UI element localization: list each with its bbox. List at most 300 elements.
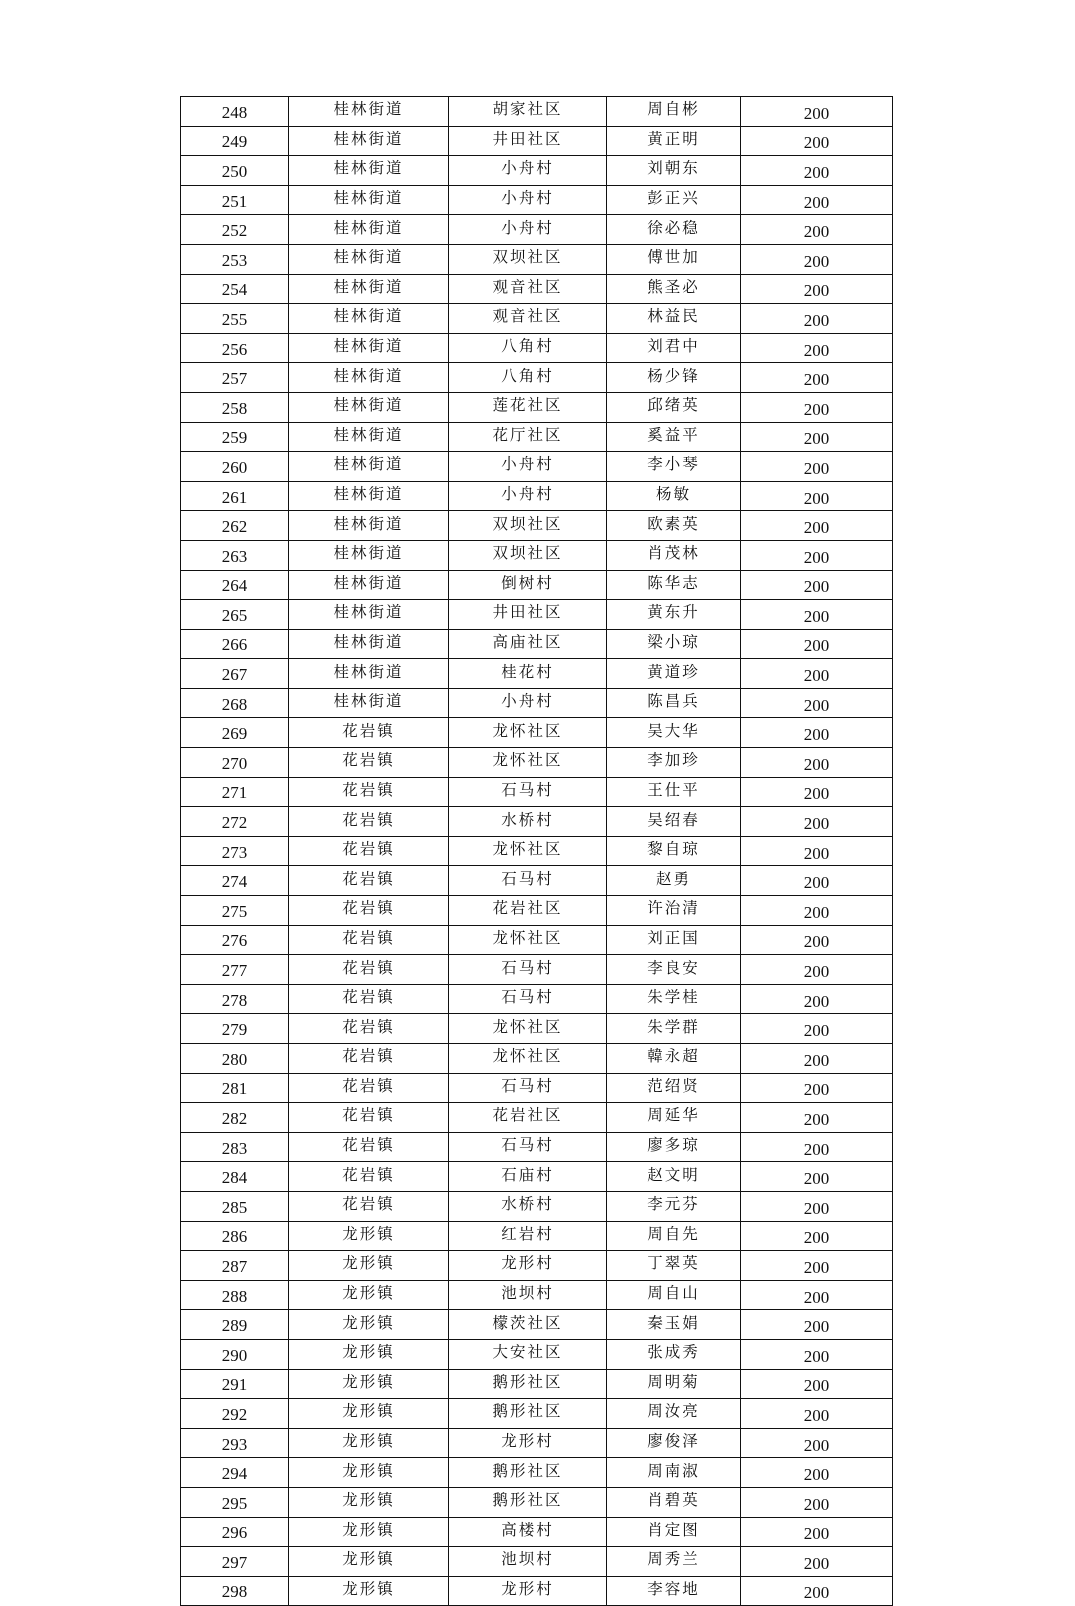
town-cell: 桂林街道 <box>289 570 449 600</box>
town-cell: 龙形镇 <box>289 1221 449 1251</box>
village-cell: 倒树村 <box>449 570 607 600</box>
name-cell: 许治清 <box>607 896 741 926</box>
amount-cell: 200 <box>741 1458 893 1488</box>
village-cell: 水桥村 <box>449 1191 607 1221</box>
town-cell: 桂林街道 <box>289 215 449 245</box>
town-cell: 桂林街道 <box>289 688 449 718</box>
table-row <box>181 866 893 896</box>
serial-number-cell: 252 <box>181 215 289 245</box>
town-cell: 龙形镇 <box>289 1339 449 1369</box>
serial-number-cell: 290 <box>181 1339 289 1369</box>
town-cell: 龙形镇 <box>289 1428 449 1458</box>
amount-cell: 200 <box>741 1103 893 1133</box>
table-row <box>181 333 893 363</box>
table-row <box>181 126 893 156</box>
village-cell: 双坝社区 <box>449 511 607 541</box>
name-cell: 黄道珍 <box>607 659 741 689</box>
name-cell: 廖多琼 <box>607 1132 741 1162</box>
name-cell: 李元芬 <box>607 1191 741 1221</box>
town-cell: 花岩镇 <box>289 1132 449 1162</box>
village-cell: 井田社区 <box>449 126 607 156</box>
name-cell: 李加珍 <box>607 748 741 778</box>
amount-cell: 200 <box>741 452 893 482</box>
name-cell: 廖俊泽 <box>607 1428 741 1458</box>
village-cell: 小舟村 <box>449 215 607 245</box>
serial-number-cell: 276 <box>181 925 289 955</box>
town-cell: 花岩镇 <box>289 955 449 985</box>
town-cell: 花岩镇 <box>289 1162 449 1192</box>
village-cell: 龙形村 <box>449 1428 607 1458</box>
town-cell: 花岩镇 <box>289 866 449 896</box>
village-cell: 井田社区 <box>449 600 607 630</box>
name-cell: 肖茂林 <box>607 540 741 570</box>
recipient-table-body <box>181 97 893 1606</box>
village-cell: 龙怀社区 <box>449 1044 607 1074</box>
amount-cell: 200 <box>741 1547 893 1577</box>
table-row <box>181 363 893 393</box>
village-cell: 红岩村 <box>449 1221 607 1251</box>
amount-cell: 200 <box>741 1221 893 1251</box>
town-cell: 花岩镇 <box>289 925 449 955</box>
village-cell: 石马村 <box>449 955 607 985</box>
amount-cell: 200 <box>741 570 893 600</box>
town-cell: 龙形镇 <box>289 1547 449 1577</box>
town-cell: 花岩镇 <box>289 718 449 748</box>
name-cell: 杨少锋 <box>607 363 741 393</box>
name-cell: 黄正明 <box>607 126 741 156</box>
village-cell: 石马村 <box>449 866 607 896</box>
table-row <box>181 1576 893 1606</box>
town-cell: 花岩镇 <box>289 836 449 866</box>
serial-number-cell: 284 <box>181 1162 289 1192</box>
name-cell: 林益民 <box>607 304 741 334</box>
serial-number-cell: 253 <box>181 244 289 274</box>
table-row <box>181 1517 893 1547</box>
village-cell: 龙怀社区 <box>449 748 607 778</box>
name-cell: 黎自琼 <box>607 836 741 866</box>
town-cell: 花岩镇 <box>289 1191 449 1221</box>
name-cell: 李小琴 <box>607 452 741 482</box>
town-cell: 龙形镇 <box>289 1280 449 1310</box>
name-cell: 肖定图 <box>607 1517 741 1547</box>
table-row <box>181 244 893 274</box>
village-cell: 龙怀社区 <box>449 1014 607 1044</box>
name-cell: 彭正兴 <box>607 185 741 215</box>
name-cell: 周延华 <box>607 1103 741 1133</box>
town-cell: 桂林街道 <box>289 452 449 482</box>
amount-cell: 200 <box>741 392 893 422</box>
serial-number-cell: 267 <box>181 659 289 689</box>
table-row <box>181 452 893 482</box>
village-cell: 龙形村 <box>449 1251 607 1281</box>
village-cell: 檬茨社区 <box>449 1310 607 1340</box>
table-row <box>181 984 893 1014</box>
village-cell: 池坝村 <box>449 1547 607 1577</box>
name-cell: 熊圣必 <box>607 274 741 304</box>
village-cell: 龙怀社区 <box>449 718 607 748</box>
town-cell: 桂林街道 <box>289 97 449 127</box>
table-row <box>181 97 893 127</box>
town-cell: 桂林街道 <box>289 540 449 570</box>
table-row <box>181 629 893 659</box>
table-row <box>181 836 893 866</box>
town-cell: 桂林街道 <box>289 392 449 422</box>
amount-cell: 200 <box>741 481 893 511</box>
town-cell: 龙形镇 <box>289 1576 449 1606</box>
amount-cell: 200 <box>741 866 893 896</box>
town-cell: 桂林街道 <box>289 156 449 186</box>
serial-number-cell: 278 <box>181 984 289 1014</box>
table-row <box>181 1458 893 1488</box>
table-row <box>181 1487 893 1517</box>
serial-number-cell: 265 <box>181 600 289 630</box>
serial-number-cell: 298 <box>181 1576 289 1606</box>
amount-cell: 200 <box>741 718 893 748</box>
serial-number-cell: 250 <box>181 156 289 186</box>
name-cell: 吴绍春 <box>607 807 741 837</box>
amount-cell: 200 <box>741 244 893 274</box>
serial-number-cell: 286 <box>181 1221 289 1251</box>
amount-cell: 200 <box>741 688 893 718</box>
serial-number-cell: 281 <box>181 1073 289 1103</box>
amount-cell: 200 <box>741 1310 893 1340</box>
amount-cell: 200 <box>741 274 893 304</box>
table-row <box>181 600 893 630</box>
village-cell: 石马村 <box>449 1132 607 1162</box>
serial-number-cell: 256 <box>181 333 289 363</box>
table-row <box>181 1044 893 1074</box>
village-cell: 花厅社区 <box>449 422 607 452</box>
serial-number-cell: 264 <box>181 570 289 600</box>
village-cell: 鹅形社区 <box>449 1369 607 1399</box>
village-cell: 花岩社区 <box>449 1103 607 1133</box>
amount-cell: 200 <box>741 185 893 215</box>
table-row <box>181 1339 893 1369</box>
name-cell: 赵勇 <box>607 866 741 896</box>
village-cell: 高庙社区 <box>449 629 607 659</box>
serial-number-cell: 254 <box>181 274 289 304</box>
amount-cell: 200 <box>741 1132 893 1162</box>
table-row <box>181 748 893 778</box>
amount-cell: 200 <box>741 422 893 452</box>
name-cell: 王仕平 <box>607 777 741 807</box>
table-row <box>181 1310 893 1340</box>
table-row <box>181 1191 893 1221</box>
town-cell: 桂林街道 <box>289 511 449 541</box>
serial-number-cell: 263 <box>181 540 289 570</box>
amount-cell: 200 <box>741 1517 893 1547</box>
village-cell: 观音社区 <box>449 274 607 304</box>
amount-cell: 200 <box>741 1162 893 1192</box>
town-cell: 桂林街道 <box>289 333 449 363</box>
name-cell: 范绍贤 <box>607 1073 741 1103</box>
serial-number-cell: 293 <box>181 1428 289 1458</box>
table-row <box>181 718 893 748</box>
village-cell: 龙怀社区 <box>449 836 607 866</box>
table-row <box>181 807 893 837</box>
amount-cell: 200 <box>741 1280 893 1310</box>
table-row <box>181 1103 893 1133</box>
town-cell: 龙形镇 <box>289 1251 449 1281</box>
village-cell: 龙怀社区 <box>449 925 607 955</box>
town-cell: 桂林街道 <box>289 244 449 274</box>
table-row <box>181 422 893 452</box>
serial-number-cell: 294 <box>181 1458 289 1488</box>
town-cell: 桂林街道 <box>289 185 449 215</box>
serial-number-cell: 283 <box>181 1132 289 1162</box>
amount-cell: 200 <box>741 363 893 393</box>
amount-cell: 200 <box>741 1191 893 1221</box>
table-row <box>181 511 893 541</box>
town-cell: 花岩镇 <box>289 807 449 837</box>
town-cell: 桂林街道 <box>289 274 449 304</box>
amount-cell: 200 <box>741 1073 893 1103</box>
village-cell: 胡家社区 <box>449 97 607 127</box>
table-row <box>181 1221 893 1251</box>
table-row <box>181 1073 893 1103</box>
village-cell: 桂花村 <box>449 659 607 689</box>
name-cell: 张成秀 <box>607 1339 741 1369</box>
table-row <box>181 1428 893 1458</box>
town-cell: 龙形镇 <box>289 1487 449 1517</box>
serial-number-cell: 272 <box>181 807 289 837</box>
town-cell: 花岩镇 <box>289 1044 449 1074</box>
name-cell: 周汝亮 <box>607 1399 741 1429</box>
table-row <box>181 1162 893 1192</box>
serial-number-cell: 274 <box>181 866 289 896</box>
village-cell: 八角村 <box>449 333 607 363</box>
village-cell: 莲花社区 <box>449 392 607 422</box>
serial-number-cell: 280 <box>181 1044 289 1074</box>
table-row <box>181 304 893 334</box>
name-cell: 刘朝东 <box>607 156 741 186</box>
table-row <box>181 955 893 985</box>
amount-cell: 200 <box>741 1044 893 1074</box>
amount-cell: 200 <box>741 836 893 866</box>
serial-number-cell: 268 <box>181 688 289 718</box>
serial-number-cell: 258 <box>181 392 289 422</box>
name-cell: 欧素英 <box>607 511 741 541</box>
town-cell: 花岩镇 <box>289 1073 449 1103</box>
village-cell: 龙形村 <box>449 1576 607 1606</box>
town-cell: 花岩镇 <box>289 896 449 926</box>
village-cell: 高楼村 <box>449 1517 607 1547</box>
village-cell: 石马村 <box>449 984 607 1014</box>
table-row <box>181 1280 893 1310</box>
town-cell: 桂林街道 <box>289 304 449 334</box>
town-cell: 花岩镇 <box>289 777 449 807</box>
amount-cell: 200 <box>741 97 893 127</box>
name-cell: 刘君中 <box>607 333 741 363</box>
town-cell: 桂林街道 <box>289 659 449 689</box>
amount-cell: 200 <box>741 304 893 334</box>
town-cell: 花岩镇 <box>289 748 449 778</box>
name-cell: 周自先 <box>607 1221 741 1251</box>
amount-cell: 200 <box>741 748 893 778</box>
amount-cell: 200 <box>741 629 893 659</box>
name-cell: 赵文明 <box>607 1162 741 1192</box>
amount-cell: 200 <box>741 955 893 985</box>
table-row <box>181 392 893 422</box>
serial-number-cell: 251 <box>181 185 289 215</box>
amount-cell: 200 <box>741 1369 893 1399</box>
serial-number-cell: 271 <box>181 777 289 807</box>
name-cell: 李良安 <box>607 955 741 985</box>
name-cell: 周南淑 <box>607 1458 741 1488</box>
town-cell: 花岩镇 <box>289 1014 449 1044</box>
serial-number-cell: 289 <box>181 1310 289 1340</box>
amount-cell: 200 <box>741 333 893 363</box>
table-row <box>181 1399 893 1429</box>
serial-number-cell: 295 <box>181 1487 289 1517</box>
name-cell: 周自山 <box>607 1280 741 1310</box>
village-cell: 小舟村 <box>449 185 607 215</box>
serial-number-cell: 291 <box>181 1369 289 1399</box>
recipient-table <box>180 96 893 1606</box>
village-cell: 双坝社区 <box>449 540 607 570</box>
name-cell: 奚益平 <box>607 422 741 452</box>
name-cell: 朱学桂 <box>607 984 741 1014</box>
village-cell: 大安社区 <box>449 1339 607 1369</box>
town-cell: 龙形镇 <box>289 1369 449 1399</box>
town-cell: 花岩镇 <box>289 1103 449 1133</box>
amount-cell: 200 <box>741 925 893 955</box>
serial-number-cell: 277 <box>181 955 289 985</box>
table-row <box>181 659 893 689</box>
village-cell: 鹅形社区 <box>449 1487 607 1517</box>
name-cell: 杨敏 <box>607 481 741 511</box>
amount-cell: 200 <box>741 896 893 926</box>
table-row <box>181 481 893 511</box>
name-cell: 丁翠英 <box>607 1251 741 1281</box>
village-cell: 双坝社区 <box>449 244 607 274</box>
village-cell: 小舟村 <box>449 452 607 482</box>
name-cell: 徐必稳 <box>607 215 741 245</box>
name-cell: 陈昌兵 <box>607 688 741 718</box>
amount-cell: 200 <box>741 540 893 570</box>
name-cell: 刘正国 <box>607 925 741 955</box>
village-cell: 小舟村 <box>449 156 607 186</box>
amount-cell: 200 <box>741 807 893 837</box>
table-row <box>181 896 893 926</box>
village-cell: 石马村 <box>449 1073 607 1103</box>
serial-number-cell: 255 <box>181 304 289 334</box>
table-row <box>181 925 893 955</box>
village-cell: 八角村 <box>449 363 607 393</box>
amount-cell: 200 <box>741 659 893 689</box>
town-cell: 桂林街道 <box>289 363 449 393</box>
name-cell: 梁小琼 <box>607 629 741 659</box>
name-cell: 吴大华 <box>607 718 741 748</box>
village-cell: 池坝村 <box>449 1280 607 1310</box>
serial-number-cell: 270 <box>181 748 289 778</box>
table-row <box>181 570 893 600</box>
amount-cell: 200 <box>741 1399 893 1429</box>
table-row <box>181 1251 893 1281</box>
table-row <box>181 540 893 570</box>
amount-cell: 200 <box>741 1014 893 1044</box>
town-cell: 桂林街道 <box>289 629 449 659</box>
name-cell: 傅世加 <box>607 244 741 274</box>
amount-cell: 200 <box>741 1487 893 1517</box>
village-cell: 观音社区 <box>449 304 607 334</box>
amount-cell: 200 <box>741 1339 893 1369</box>
table-row <box>181 1547 893 1577</box>
name-cell: 韓永超 <box>607 1044 741 1074</box>
serial-number-cell: 297 <box>181 1547 289 1577</box>
serial-number-cell: 262 <box>181 511 289 541</box>
village-cell: 鹅形社区 <box>449 1399 607 1429</box>
serial-number-cell: 288 <box>181 1280 289 1310</box>
serial-number-cell: 266 <box>181 629 289 659</box>
serial-number-cell: 285 <box>181 1191 289 1221</box>
name-cell: 李容地 <box>607 1576 741 1606</box>
serial-number-cell: 257 <box>181 363 289 393</box>
amount-cell: 200 <box>741 1576 893 1606</box>
amount-cell: 200 <box>741 1251 893 1281</box>
town-cell: 龙形镇 <box>289 1310 449 1340</box>
name-cell: 陈华志 <box>607 570 741 600</box>
serial-number-cell: 249 <box>181 126 289 156</box>
name-cell: 周明菊 <box>607 1369 741 1399</box>
serial-number-cell: 273 <box>181 836 289 866</box>
town-cell: 桂林街道 <box>289 481 449 511</box>
amount-cell: 200 <box>741 156 893 186</box>
serial-number-cell: 259 <box>181 422 289 452</box>
village-cell: 石庙村 <box>449 1162 607 1192</box>
name-cell: 秦玉娟 <box>607 1310 741 1340</box>
serial-number-cell: 269 <box>181 718 289 748</box>
serial-number-cell: 275 <box>181 896 289 926</box>
town-cell: 桂林街道 <box>289 422 449 452</box>
table-row <box>181 777 893 807</box>
amount-cell: 200 <box>741 511 893 541</box>
table-row <box>181 215 893 245</box>
amount-cell: 200 <box>741 777 893 807</box>
town-cell: 龙形镇 <box>289 1517 449 1547</box>
name-cell: 邱绪英 <box>607 392 741 422</box>
village-cell: 小舟村 <box>449 688 607 718</box>
serial-number-cell: 296 <box>181 1517 289 1547</box>
serial-number-cell: 282 <box>181 1103 289 1133</box>
table-row <box>181 688 893 718</box>
serial-number-cell: 287 <box>181 1251 289 1281</box>
amount-cell: 200 <box>741 215 893 245</box>
amount-cell: 200 <box>741 600 893 630</box>
name-cell: 朱学群 <box>607 1014 741 1044</box>
serial-number-cell: 261 <box>181 481 289 511</box>
town-cell: 桂林街道 <box>289 600 449 630</box>
serial-number-cell: 260 <box>181 452 289 482</box>
town-cell: 花岩镇 <box>289 984 449 1014</box>
town-cell: 龙形镇 <box>289 1399 449 1429</box>
table-row <box>181 185 893 215</box>
table-row <box>181 156 893 186</box>
name-cell: 周秀兰 <box>607 1547 741 1577</box>
village-cell: 石马村 <box>449 777 607 807</box>
town-cell: 龙形镇 <box>289 1458 449 1488</box>
table-row <box>181 1369 893 1399</box>
serial-number-cell: 248 <box>181 97 289 127</box>
village-cell: 花岩社区 <box>449 896 607 926</box>
table-row <box>181 1132 893 1162</box>
name-cell: 周自彬 <box>607 97 741 127</box>
town-cell: 桂林街道 <box>289 126 449 156</box>
serial-number-cell: 292 <box>181 1399 289 1429</box>
village-cell: 小舟村 <box>449 481 607 511</box>
amount-cell: 200 <box>741 126 893 156</box>
serial-number-cell: 279 <box>181 1014 289 1044</box>
